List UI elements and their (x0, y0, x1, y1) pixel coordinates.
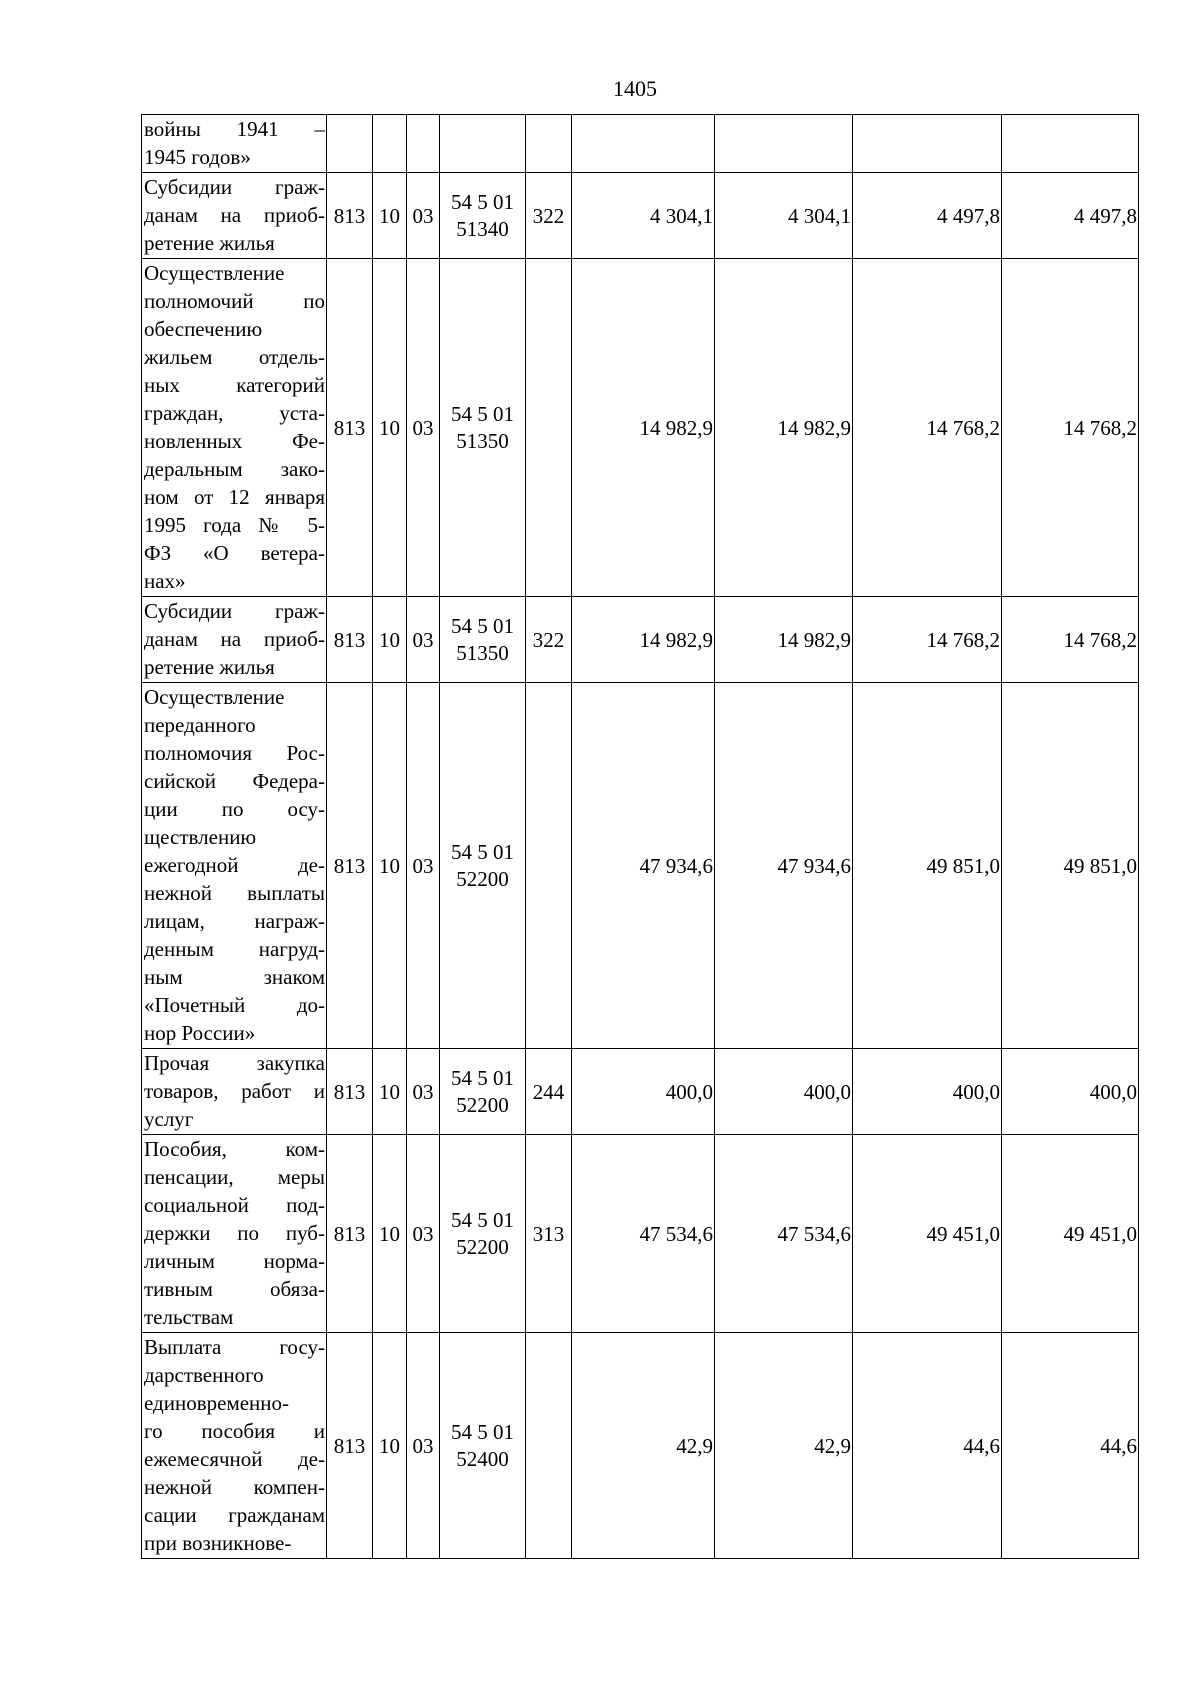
row-name-line: нежной компен- (144, 1475, 325, 1499)
row-name-cell (142, 1049, 327, 1135)
table-row (142, 1049, 1139, 1135)
table-row (142, 259, 1139, 597)
row-name-line: единовременно- (144, 1391, 290, 1415)
row-name-cell (142, 259, 327, 597)
row-name-line: Выплата госу- (144, 1335, 325, 1359)
row-name-line: ным знаком (144, 965, 325, 989)
row-name-line: Осуществление (144, 685, 285, 709)
table-row (142, 173, 1139, 259)
vr-code-cell (526, 1333, 572, 1559)
row-name-line: ном от 12 января (144, 485, 325, 509)
amount-cell-1 (572, 115, 715, 173)
row-name-line: ежемесячной де- (144, 1447, 325, 1471)
amount-cell-1: 47 534,6 (572, 1135, 715, 1333)
csr-code-part: 54 5 01 (451, 1419, 514, 1444)
row-name-line: нежной выплаты (144, 881, 325, 905)
amount-cell-1: 14 982,9 (572, 259, 715, 597)
table-row (142, 683, 1139, 1049)
row-name-line: 1995 года № 5- (144, 513, 325, 537)
row-name-cell (142, 683, 327, 1049)
table-row (142, 115, 1139, 173)
row-name-line: личным норма- (144, 1249, 325, 1273)
table-row (142, 1135, 1139, 1333)
rz-code-cell: 10 (373, 173, 407, 259)
rz-code-cell: 10 (373, 1049, 407, 1135)
row-name-line: данам на приоб- (144, 627, 325, 651)
row-name-line: полномочий по (144, 289, 325, 313)
gr-code-cell (327, 115, 373, 173)
row-name-line: при возникнове- (144, 1531, 292, 1555)
amount-cell-4: 14 768,2 (1002, 597, 1139, 683)
row-name-line: Субсидии граж- (144, 175, 325, 199)
row-name-line: лицам, награж- (144, 909, 325, 933)
row-name-line: социальной под- (144, 1193, 325, 1217)
amount-cell-1: 400,0 (572, 1049, 715, 1135)
row-name-cell (142, 1333, 327, 1559)
rz-code-cell: 10 (373, 1333, 407, 1559)
row-name-line: денным нагруд- (144, 937, 325, 961)
row-name-line: обеспечению (144, 317, 263, 341)
vr-code-cell (526, 115, 572, 173)
csr-code-cell (440, 683, 526, 1049)
amount-cell-4: 49 851,0 (1002, 683, 1139, 1049)
row-name-line: нор России» (144, 1021, 256, 1045)
amount-cell-1: 42,9 (572, 1333, 715, 1559)
row-name-line: ФЗ «О ветера- (144, 541, 325, 565)
amount-cell-3: 49 451,0 (853, 1135, 1002, 1333)
vr-code-cell: 313 (526, 1135, 572, 1333)
gr-code-cell: 813 (327, 173, 373, 259)
pr-code-cell (407, 115, 440, 173)
gr-code-cell: 813 (327, 683, 373, 1049)
row-name-line: ществлению (144, 825, 257, 849)
amount-cell-2: 47 534,6 (715, 1135, 853, 1333)
amount-cell-4: 49 451,0 (1002, 1135, 1139, 1333)
row-name-line: Прочая закупка (144, 1051, 325, 1075)
page-number: 1405 (613, 76, 657, 101)
row-name-cell (142, 115, 327, 173)
row-name-cell (142, 1135, 327, 1333)
amount-cell-3: 44,6 (853, 1333, 1002, 1559)
vr-code-cell (526, 259, 572, 597)
row-name-line: граждан, уста- (144, 401, 325, 425)
pr-code-cell: 03 (407, 597, 440, 683)
csr-code-cell (440, 1049, 526, 1135)
row-name-line: войны 1941 – (144, 117, 325, 141)
row-name-line: ретение жилья (144, 655, 275, 679)
rz-code-cell: 10 (373, 683, 407, 1049)
pr-code-cell: 03 (407, 259, 440, 597)
table-row (142, 597, 1139, 683)
gr-code-cell: 813 (327, 597, 373, 683)
csr-code-part: 52200 (456, 866, 509, 891)
row-name-line: ных категорий (144, 373, 325, 397)
row-name-line: «Почетный до- (144, 993, 325, 1017)
vr-code-cell: 244 (526, 1049, 572, 1135)
csr-code-cell (440, 173, 526, 259)
pr-code-cell: 03 (407, 173, 440, 259)
row-name-line: переданного (144, 713, 256, 737)
row-name-line: ежегодной де- (144, 853, 325, 877)
csr-code-part: 54 5 01 (451, 839, 514, 864)
csr-code-cell (440, 1333, 526, 1559)
row-name-line: ции по осу- (144, 797, 325, 821)
csr-code-part: 54 5 01 (451, 189, 514, 214)
csr-code-part: 52200 (456, 1234, 509, 1259)
amount-cell-2 (715, 115, 853, 173)
vr-code-cell: 322 (526, 597, 572, 683)
csr-code-part: 54 5 01 (451, 613, 514, 638)
row-name-line: сийской Федера- (144, 769, 325, 793)
row-name-cell (142, 173, 327, 259)
table-body (142, 115, 1139, 1559)
amount-cell-2: 42,9 (715, 1333, 853, 1559)
row-name-line: деральным зако- (144, 457, 325, 481)
row-name-line: полномочия Рос- (144, 741, 325, 765)
gr-code-cell: 813 (327, 1333, 373, 1559)
row-name-line: тивным обяза- (144, 1277, 325, 1301)
budget-table (141, 114, 1139, 1559)
amount-cell-4 (1002, 115, 1139, 173)
pr-code-cell: 03 (407, 1135, 440, 1333)
csr-code-part: 52200 (456, 1092, 509, 1117)
amount-cell-4: 400,0 (1002, 1049, 1139, 1135)
csr-code-part: 54 5 01 (451, 1207, 514, 1232)
pr-code-cell: 03 (407, 1049, 440, 1135)
row-name-line: новленных Фе- (144, 429, 325, 453)
csr-code-part: 51350 (456, 640, 509, 665)
table-row (142, 1333, 1139, 1559)
csr-code-part: 54 5 01 (451, 401, 514, 426)
row-name-line: товаров, работ и (144, 1079, 325, 1103)
row-name-line: 1945 годов» (144, 145, 251, 169)
row-name-line: тельствам (144, 1305, 234, 1329)
row-name-line: Осуществление (144, 261, 285, 285)
csr-code-part: 51340 (456, 216, 509, 241)
amount-cell-4: 44,6 (1002, 1333, 1139, 1559)
pr-code-cell: 03 (407, 683, 440, 1049)
row-name-line: нах» (144, 569, 186, 593)
row-name-line: данам на приоб- (144, 203, 325, 227)
row-name-line: го пособия и (144, 1419, 325, 1443)
csr-code-cell (440, 115, 526, 173)
row-name-line: держки по пуб- (144, 1221, 325, 1245)
csr-code-part: 52400 (456, 1446, 509, 1471)
row-name-cell (142, 597, 327, 683)
rz-code-cell: 10 (373, 1135, 407, 1333)
csr-code-cell (440, 259, 526, 597)
row-name-line: сации гражданам (144, 1503, 325, 1527)
amount-cell-1: 47 934,6 (572, 683, 715, 1049)
row-name-line: пенсации, меры (144, 1165, 325, 1189)
amount-cell-3: 14 768,2 (853, 597, 1002, 683)
vr-code-cell: 322 (526, 173, 572, 259)
row-name-line: услуг (144, 1107, 194, 1131)
csr-code-cell (440, 1135, 526, 1333)
vr-code-cell (526, 683, 572, 1049)
amount-cell-2: 14 982,9 (715, 597, 853, 683)
amount-cell-3: 4 497,8 (853, 173, 1002, 259)
csr-code-cell (440, 597, 526, 683)
gr-code-cell: 813 (327, 1135, 373, 1333)
rz-code-cell: 10 (373, 259, 407, 597)
amount-cell-1: 14 982,9 (572, 597, 715, 683)
gr-code-cell: 813 (327, 259, 373, 597)
amount-cell-2: 400,0 (715, 1049, 853, 1135)
pr-code-cell: 03 (407, 1333, 440, 1559)
amount-cell-2: 14 982,9 (715, 259, 853, 597)
amount-cell-2: 4 304,1 (715, 173, 853, 259)
amount-cell-3: 49 851,0 (853, 683, 1002, 1049)
row-name-line: Субсидии граж- (144, 599, 325, 623)
row-name-line: жильем отдель- (144, 345, 325, 369)
csr-code-part: 51350 (456, 428, 509, 453)
amount-cell-3: 400,0 (853, 1049, 1002, 1135)
row-name-line: ретение жилья (144, 231, 275, 255)
amount-cell-4: 14 768,2 (1002, 259, 1139, 597)
amount-cell-4: 4 497,8 (1002, 173, 1139, 259)
csr-code-part: 54 5 01 (451, 1065, 514, 1090)
rz-code-cell (373, 115, 407, 173)
amount-cell-3 (853, 115, 1002, 173)
rz-code-cell: 10 (373, 597, 407, 683)
gr-code-cell: 813 (327, 1049, 373, 1135)
amount-cell-1: 4 304,1 (572, 173, 715, 259)
row-name-line: Пособия, ком- (144, 1137, 325, 1161)
amount-cell-2: 47 934,6 (715, 683, 853, 1049)
row-name-line: дарственного (144, 1363, 264, 1387)
amount-cell-3: 14 768,2 (853, 259, 1002, 597)
